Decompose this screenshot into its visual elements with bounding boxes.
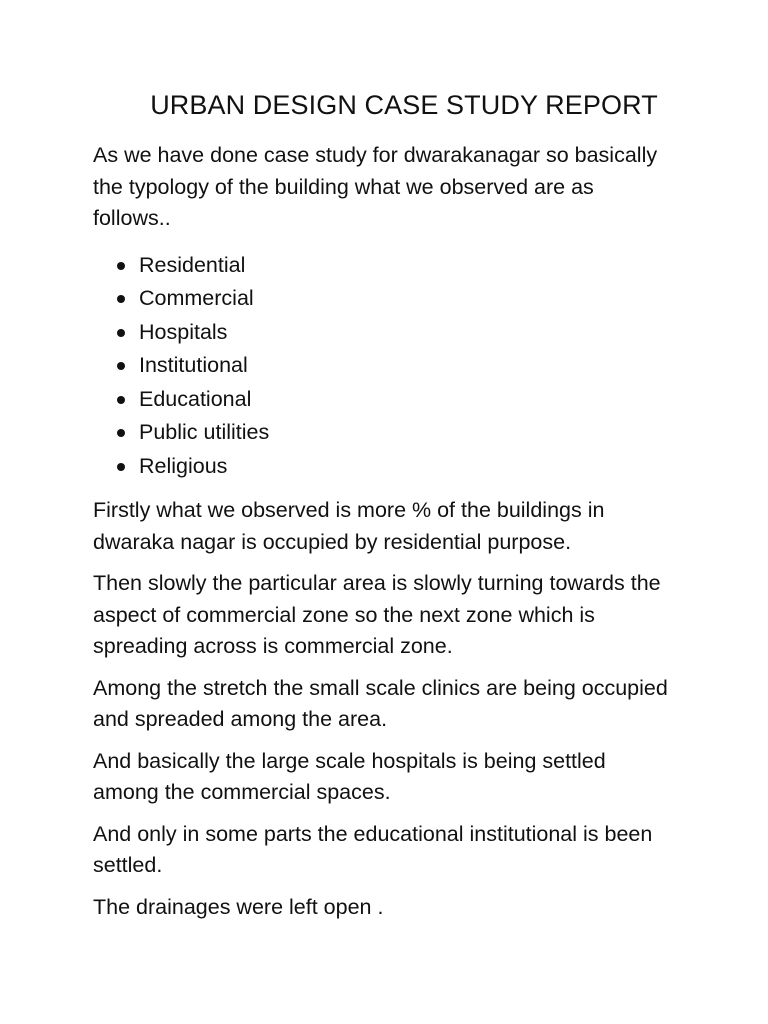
list-item: [117, 249, 668, 283]
paragraph-educational: And only in some parts the educational institutional is been settled.: [93, 821, 653, 877]
bullet-icon: [117, 262, 125, 270]
bullet-icon: [117, 463, 125, 471]
document-title: URBAN DESIGN CASE STUDY REPORT: [150, 90, 658, 120]
paragraph-drainages: The drainages were left open .: [93, 894, 384, 919]
bullet-icon: [117, 362, 125, 370]
list-item-label: Hospitals: [139, 319, 228, 344]
paragraph-residential: Firstly what we observed is more % of the buildings in dwaraka nagar is occupied by residential purpose.: [93, 498, 605, 554]
bullet-icon: [117, 329, 125, 337]
paragraph-commercial: Then slowly the particular area is slowly turning towards the aspect of commercial zone so the next zone which is spreading across is commercial zone.: [93, 571, 661, 658]
list-item: [117, 282, 668, 316]
list-item-label: Residential: [139, 252, 246, 277]
bullet-icon: [117, 295, 125, 303]
list-item: [117, 349, 668, 383]
list-item-label: Educational: [139, 386, 252, 411]
list-item-label: Public utilities: [139, 420, 270, 444]
paragraph-clinics: Among the stretch the small scale clinics are being occupied and spreaded among the area.: [93, 675, 668, 731]
list-item-label: Religious: [139, 453, 228, 478]
list-item: [117, 316, 668, 350]
bullet-icon: [117, 396, 125, 404]
intro-paragraph: As we have done case study for dwarakanagar so basically the typology of the building what we observed are as follows..: [93, 143, 658, 230]
list-item: [117, 383, 668, 417]
list-item-label: Commercial: [139, 286, 254, 310]
building-types-list: [93, 249, 668, 484]
list-item-label: Institutional: [139, 353, 248, 377]
paragraph-hospitals: And basically the large scale hospitals is being settled among the commercial spaces.: [93, 748, 606, 804]
list-item: [117, 450, 668, 484]
bullet-icon: [117, 429, 125, 437]
list-item: [117, 416, 668, 450]
document-body: [93, 140, 668, 933]
